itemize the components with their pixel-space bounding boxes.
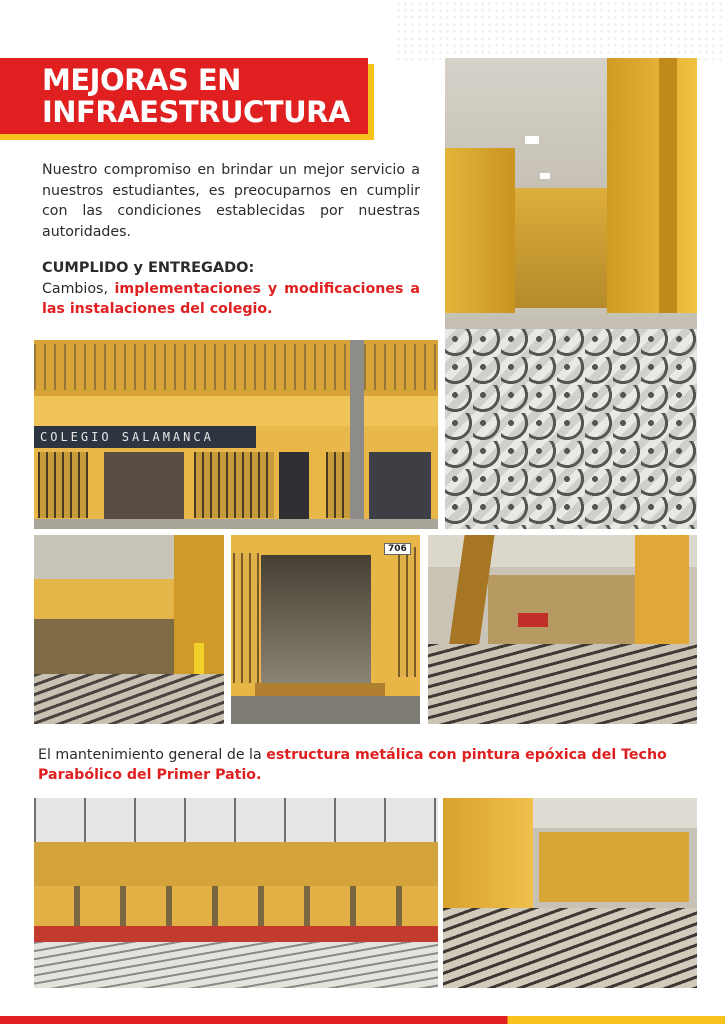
- photo-patio: [428, 535, 697, 724]
- intro-paragraph: Nuestro compromiso en brindar un mejor servicio a nuestros estudiantes, es preocuparnos en cumplir con las condiciones establecidas por nuestras autoridades.: [42, 162, 420, 240]
- photo-first-patio: [34, 798, 438, 988]
- photo-doorway: [261, 555, 371, 685]
- section1-lead: Cambios,: [42, 281, 115, 297]
- photo-upper-level: [34, 842, 438, 886]
- photo-middle-level: [34, 886, 438, 926]
- photo-covered-area: [34, 619, 184, 679]
- photo-tiled-floor: [443, 908, 697, 988]
- photo-railing: [34, 344, 438, 390]
- decorative-dots: [395, 0, 725, 60]
- photo-far-corridor: [505, 188, 615, 308]
- photo-ceiling-light: [525, 136, 539, 144]
- photo-ground: [34, 519, 438, 529]
- photo-pole: [350, 340, 364, 529]
- photo-gate: [326, 452, 350, 518]
- photo-tiled-floor: [34, 674, 224, 724]
- photo-car: [518, 613, 548, 627]
- photo-doorway: [104, 452, 184, 522]
- photo-door-706: [231, 535, 420, 724]
- photo-gate: [194, 452, 274, 518]
- photo-floor: [231, 696, 420, 724]
- door-number-plate: 706: [384, 543, 411, 555]
- photo-corridor: [34, 535, 224, 724]
- photo-hallway: [445, 58, 697, 529]
- photo-tiled-floor: [428, 644, 697, 724]
- photo-tiled-floor: [445, 329, 697, 529]
- page-title: [42, 64, 362, 128]
- section1-paragraph: [42, 279, 420, 319]
- photo-gate: [233, 553, 259, 683]
- footer-bar: [0, 1016, 725, 1024]
- photo-doorway: [279, 452, 309, 522]
- section1-highlight: implementaciones y modificaciones a las instalaciones del colegio.: [42, 281, 420, 317]
- photo-gate: [398, 547, 416, 677]
- photo-doorway: [369, 452, 431, 522]
- school-sign: COLEGIO SALAMANCA: [34, 426, 256, 448]
- section2-highlight: estructura metálica con pintura epóxica del Techo Parabólico del Primer Patio.: [38, 747, 667, 783]
- photo-yellow-corridor: [443, 798, 697, 988]
- section-heading: CUMPLIDO y ENTREGADO:: [42, 260, 255, 276]
- photo-step: [255, 683, 385, 697]
- photo-background: [488, 575, 638, 645]
- photo-metal-roof: [34, 798, 438, 842]
- photo-school-facade: [34, 340, 438, 529]
- section2-paragraph: [38, 745, 688, 785]
- page-title-line1: MEJORAS EN: [42, 63, 241, 97]
- photo-beam: [34, 396, 438, 426]
- page-title-line2: INFRAESTRUCTURA: [42, 95, 350, 129]
- section2-lead: El mantenimiento general de la: [38, 747, 267, 763]
- photo-back-wall: [539, 832, 689, 902]
- photo-ceiling-light: [540, 173, 550, 179]
- photo-gate: [38, 452, 88, 518]
- photo-ceiling: [533, 798, 697, 828]
- photo-tiled-floor: [34, 942, 438, 988]
